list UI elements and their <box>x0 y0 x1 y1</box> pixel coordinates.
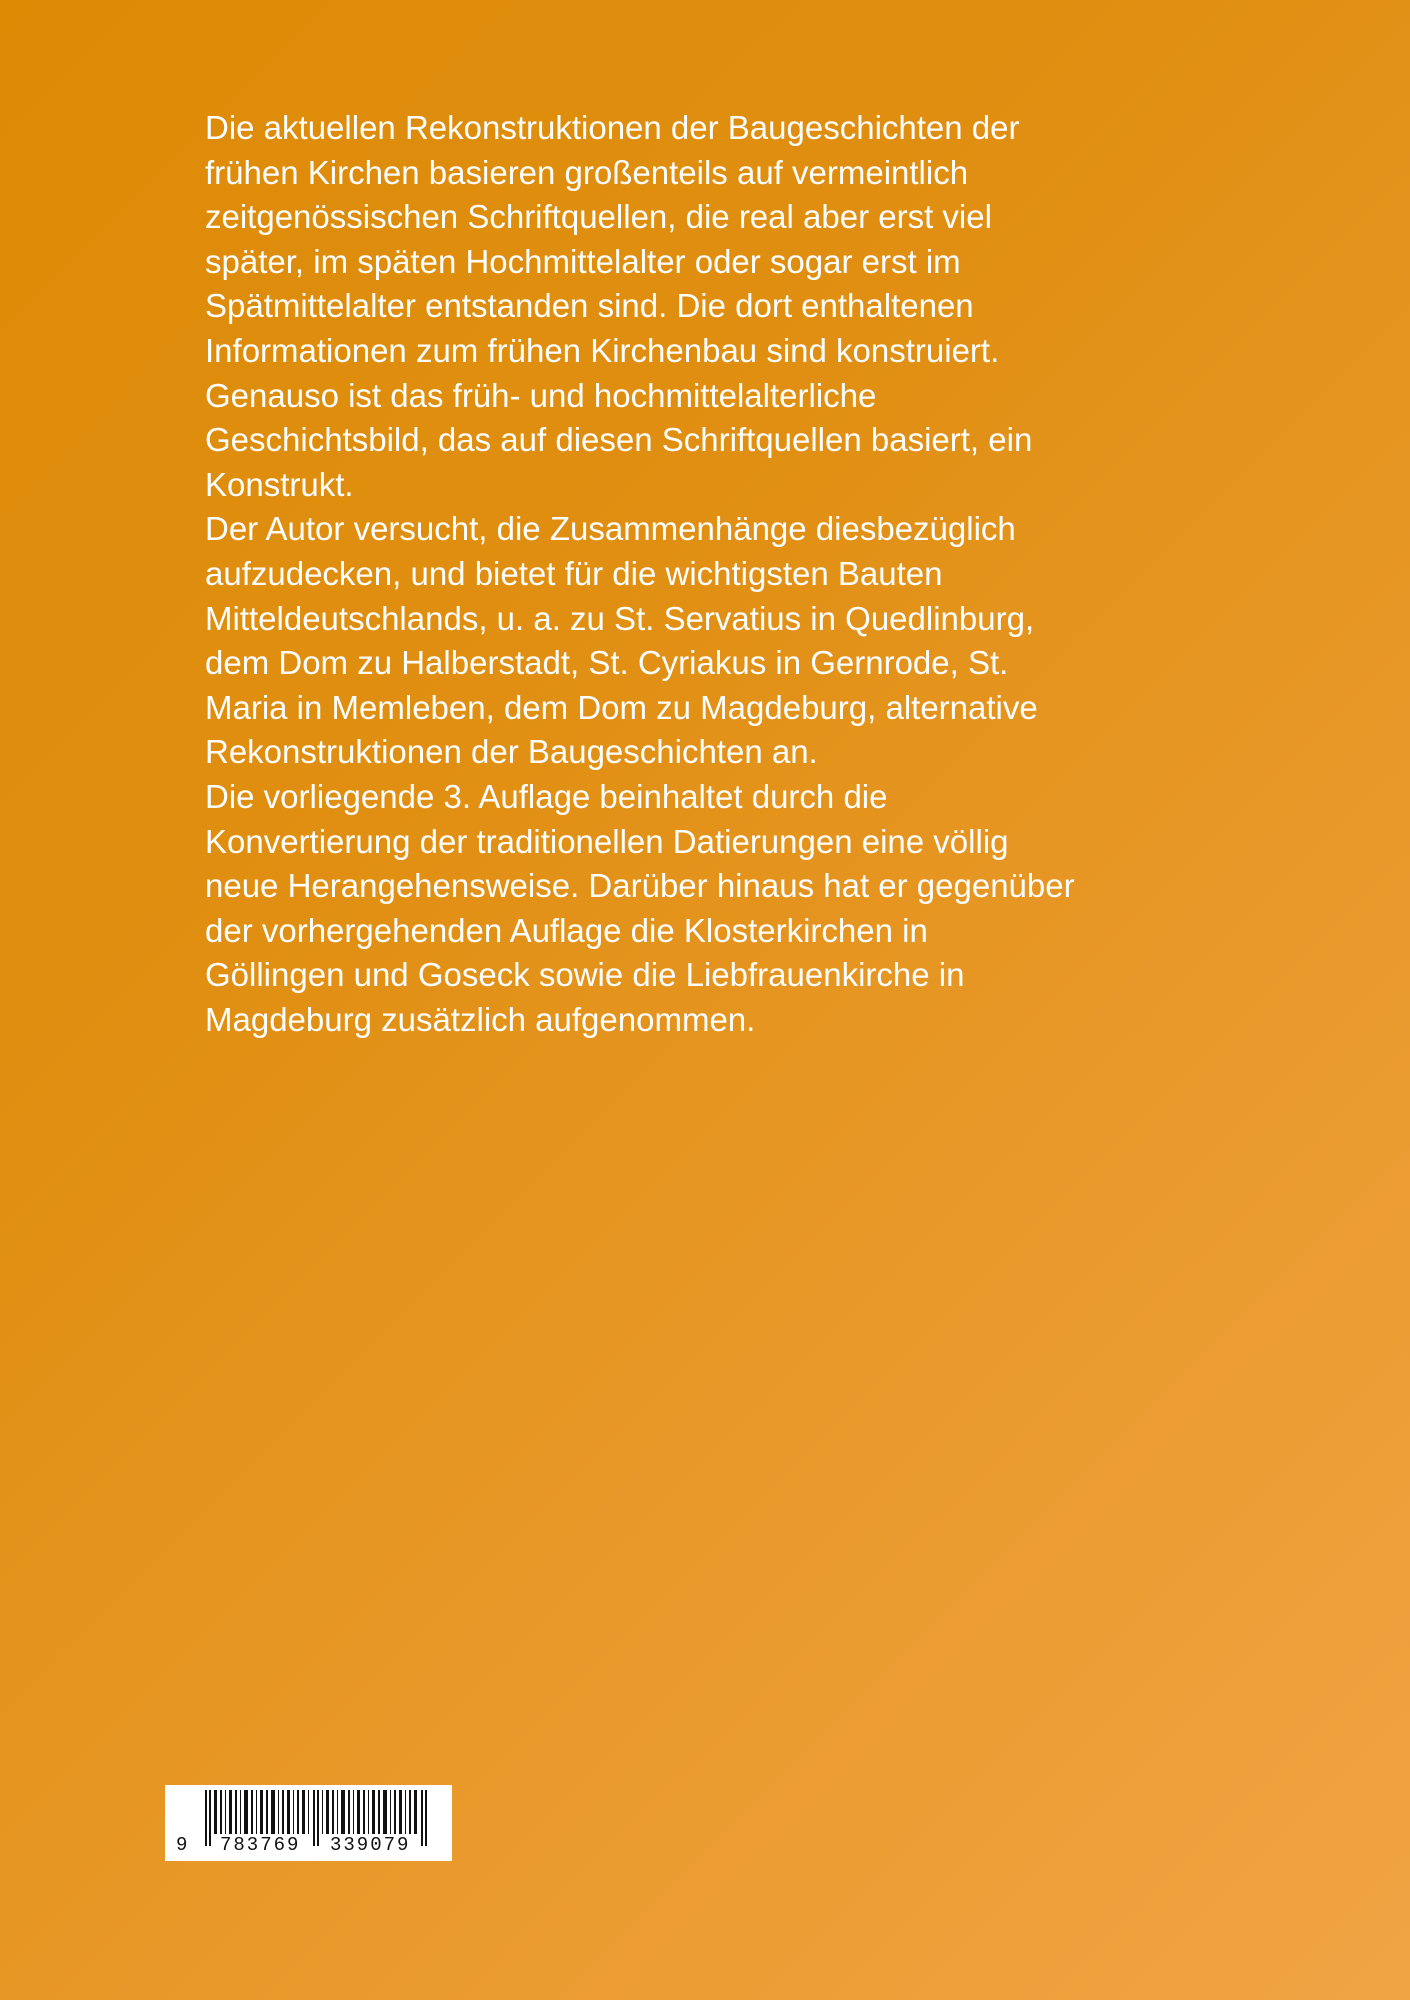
blurb-line: Genauso ist das früh- und hochmittelalterliche <box>205 376 877 414</box>
barcode-left-digits: 783769 <box>220 1834 301 1856</box>
isbn-barcode <box>165 1785 452 1861</box>
barcode-right-digits: 339079 <box>330 1834 411 1856</box>
barcode-bar <box>378 1790 380 1834</box>
blurb-line: Die aktuellen Rekonstruktionen der Baugeschichten der <box>205 109 1020 146</box>
blurb-line: Spätmittelalter entstanden sind. Die dort enthaltenen <box>205 287 974 325</box>
barcode-bar <box>220 1790 222 1834</box>
barcode-bar <box>229 1790 232 1834</box>
barcode-bar <box>357 1790 360 1834</box>
barcode-bar <box>256 1790 257 1834</box>
blurb-line: Maria in Memleben, dem Dom zu Magdeburg, alternative <box>205 688 1038 726</box>
barcode-bar <box>368 1790 369 1834</box>
barcode-bar <box>293 1790 294 1834</box>
barcode-bar <box>271 1790 275 1834</box>
barcode-bar <box>214 1790 217 1834</box>
barcode-bar <box>266 1790 268 1834</box>
barcode-bar <box>251 1790 253 1834</box>
blurb-line: Informationen zum frühen Kirchenbau sind konstruiert. <box>205 331 1000 369</box>
blurb-line: Die vorliegende 3. Auflage beinhaltet durch die <box>205 777 888 815</box>
barcode-bar <box>260 1790 263 1834</box>
barcode-bar <box>348 1790 350 1834</box>
barcode-bar <box>297 1790 299 1834</box>
barcode-bar <box>337 1790 338 1834</box>
blurb-line: aufzudecken, und bietet für die wichtigsten Bauten <box>205 554 943 592</box>
blurb-text <box>205 106 1205 1042</box>
barcode-bar <box>302 1790 305 1834</box>
blurb-line: Geschichtsbild, das auf diesen Schriftquellen basiert, ein <box>205 421 1033 459</box>
blurb-line: zeitgenössischen Schriftquellen, die real aber erst viel <box>205 198 992 236</box>
blurb-line: Göllingen und Goseck sowie die Liebfrauenkirche in <box>205 956 965 994</box>
barcode-bar <box>282 1790 284 1834</box>
barcode-bar <box>414 1790 417 1834</box>
barcode-bar <box>383 1790 387 1834</box>
blurb-line: frühen Kirchen basieren großenteils auf vermeintlich <box>205 153 969 191</box>
barcode-bar <box>363 1790 365 1834</box>
barcode-bar <box>421 1790 423 1846</box>
barcode-bar <box>205 1790 207 1846</box>
blurb-line: Mitteldeutschlands, u. a. zu St. Servatius in Quedlinburg, <box>205 599 1035 637</box>
barcode-bar <box>308 1790 309 1834</box>
barcode-bar <box>353 1790 354 1834</box>
blurb-line: neue Herangehensweise. Darüber hinaus hat er gegenüber <box>205 867 1075 905</box>
barcode-bar <box>425 1790 427 1846</box>
barcode-bar <box>372 1790 375 1834</box>
barcode-bar <box>409 1790 411 1834</box>
barcode-bar <box>244 1790 248 1834</box>
blurb-line: später, im späten Hochmittelalter oder sogar erst im <box>205 242 961 280</box>
barcode-lead-digit: 9 <box>176 1834 190 1856</box>
barcode-bar <box>341 1790 345 1834</box>
barcode-bar <box>278 1790 279 1834</box>
barcode-bar <box>390 1790 391 1834</box>
barcode-bar <box>209 1790 211 1846</box>
barcode-bar <box>332 1790 334 1834</box>
barcode-bar <box>326 1790 329 1834</box>
barcode-bar <box>394 1790 396 1834</box>
blurb-line: Magdeburg zusätzlich aufgenommen. <box>205 1000 756 1038</box>
barcode-bar <box>317 1790 319 1846</box>
barcode-bar <box>322 1790 323 1834</box>
barcode-bar <box>225 1790 226 1834</box>
barcode-bar <box>287 1790 290 1834</box>
blurb-line: Rekonstruktionen der Baugeschichten an. <box>205 733 818 771</box>
blurb-line: dem Dom zu Halberstadt, St. Cyriakus in Gernrode, St. <box>205 644 1009 682</box>
barcode-bar <box>405 1790 406 1834</box>
blurb-line: Der Autor versucht, die Zusammenhänge diesbezüglich <box>205 510 1016 548</box>
blurb-line: Konstrukt. <box>205 465 354 503</box>
blurb-line: der vorhergehenden Auflage die Klosterkirchen in <box>205 911 928 949</box>
barcode-bar <box>240 1790 241 1834</box>
barcode-bar <box>313 1790 315 1846</box>
blurb-line: Konvertierung der traditionellen Datierungen eine völlig <box>205 822 1009 860</box>
barcode-bar <box>399 1790 402 1834</box>
barcode-bar <box>235 1790 237 1834</box>
